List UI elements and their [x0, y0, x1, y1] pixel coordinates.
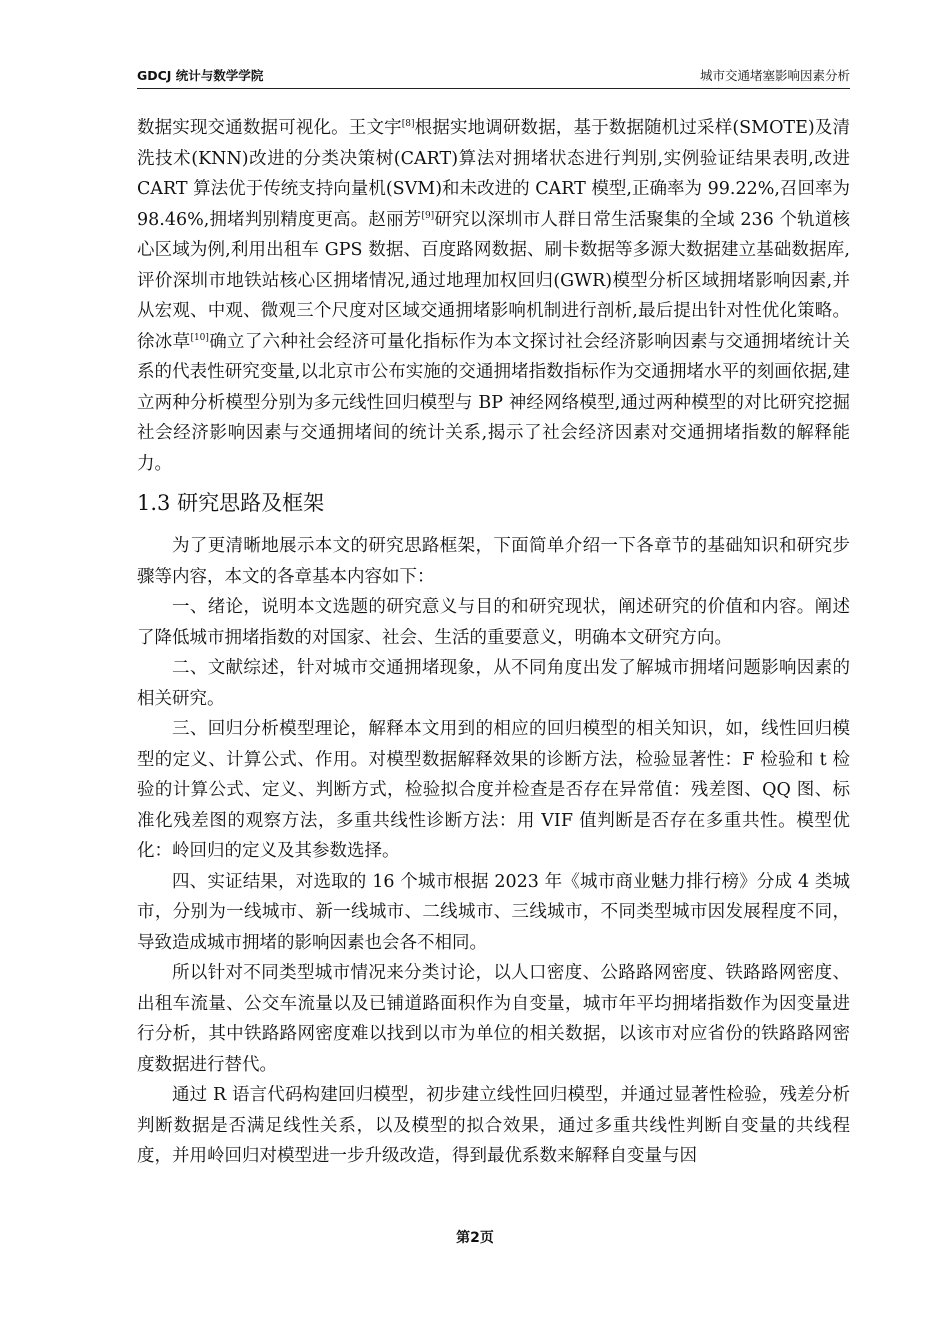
citation-ref-10: [10] — [190, 332, 209, 343]
paragraph-chapter-3: 三、回归分析模型理论，解释本文用到的相应的回归模型的相关知识，如，线性回归模型的定义、计算公式、作用。对模型数据解释效果的诊断方法，检验显著性：F 检验和 t 检验的计算公式、定义、判断方式，检验拟合度并检查是否存在异常值：残差图、QQ 图、标准化残差图的观察方法，多重共线性诊断方法：用 VIF 值判断是否存在多重共性。模型优化：岭回归的定义及其参数选择。 — [137, 719, 850, 861]
paragraph-method: 通过 R 语言代码构建回归模型，初步建立线性回归模型，并通过显著性检验，残差分析判断数据是否满足线性关系，以及模型的拟合效果，通过多重共线性判断自变量的共线程度，并用岭回归对模型进一步升级改造，得到最优系数来解释自变量与因 — [137, 1085, 850, 1166]
intro-segment-2: 根据实地调研数据，基于数据随机过采样(SMOTE)及清洗技术(KNN)改进的分类决策树(CART)算法对拥堵状态进行判别,实例验证结果表明,改进 CART 算法优于传统支持向量机(SVM)和未改进的 CART 模型,正确率为 99.22%,召回率为 98.46%,拥堵判别精度更高。赵丽芳 — [137, 118, 850, 230]
header-paper-title: 城市交通堵塞影响因素分析 — [699, 68, 850, 83]
page-number: 第2页 — [456, 1230, 494, 1246]
section-heading: 1.3 研究思路及框架 — [137, 491, 325, 515]
paragraph-overview: 为了更清晰地展示本文的研究思路框架，下面简单介绍一下各章节的基础知识和研究步骤等内容，本文的各章基本内容如下： — [137, 536, 850, 587]
intro-paragraph — [137, 113, 850, 479]
body-text — [137, 113, 850, 1172]
header-institution: GDCJ 统计与数学学院 — [137, 68, 264, 83]
paragraph-variables: 所以针对不同类型城市情况来分类讨论，以人口密度、公路路网密度、铁路路网密度、出租车流量、公交车流量以及已铺道路面积作为自变量，城市年平均拥堵指数作为因变量进行分析，其中铁路路网密度难以找到以市为单位的相关数据，以该市对应省份的铁路路网密度数据进行替代。 — [137, 963, 850, 1075]
paragraph-chapter-4: 四、实证结果，对选取的 16 个城市根据 2023 年《城市商业魅力排行榜》分成 4 类城市，分别为一线城市、新一线城市、二线城市、三线城市，不同类型城市因发展程度不同，导致造成城市拥堵的影响因素也会各不相同。 — [137, 871, 850, 953]
paragraph-chapter-1: 一、绪论，说明本文选题的研究意义与目的和研究现状，阐述研究的价值和内容。阐述了降低城市拥堵指数的对国家、社会、生活的重要意义，明确本文研究方向。 — [137, 597, 850, 648]
intro-segment-3: 研究以深圳市人群日常生活聚集的全域 236 个轨道核心区域为例,利用出租车 GPS 数据、百度路网数据、刷卡数据等多源大数据建立基础数据库,评价深圳市地铁站核心区拥堵情况,通过地理加权回归(GWR)模型分析区域拥堵影响因素,并从宏观、中观、微观三个尺度对区域交通拥堵影响机制进行剖析,最后提出针对性优化策略。徐冰草 — [137, 209, 850, 352]
page-header — [137, 66, 850, 89]
citation-ref-9: [9] — [421, 210, 435, 221]
citation-ref-8: [8] — [401, 119, 415, 129]
intro-segment-4: 确立了六种社会经济可量化指标作为本文探讨社会经济影响因素与交通拥堵统计关系的代表性研究变量,以北京市公布实施的交通拥堵指数指标作为交通拥堵水平的刻画依据,建立两种分析模型分别为多元线性回归模型与 BP 神经网络模型,通过两种模型的对比研究挖掘社会经济影响因素与交通拥堵间的统计关系,揭示了社会经济因素对交通拥堵指数的解释能力。 — [137, 331, 851, 474]
paragraph-chapter-2: 二、文献综述，针对城市交通拥堵现象，从不同角度出发了解城市拥堵问题影响因素的相关研究。 — [137, 658, 850, 709]
intro-segment-1: 数据实现交通数据可视化。王文宇 — [137, 118, 402, 138]
